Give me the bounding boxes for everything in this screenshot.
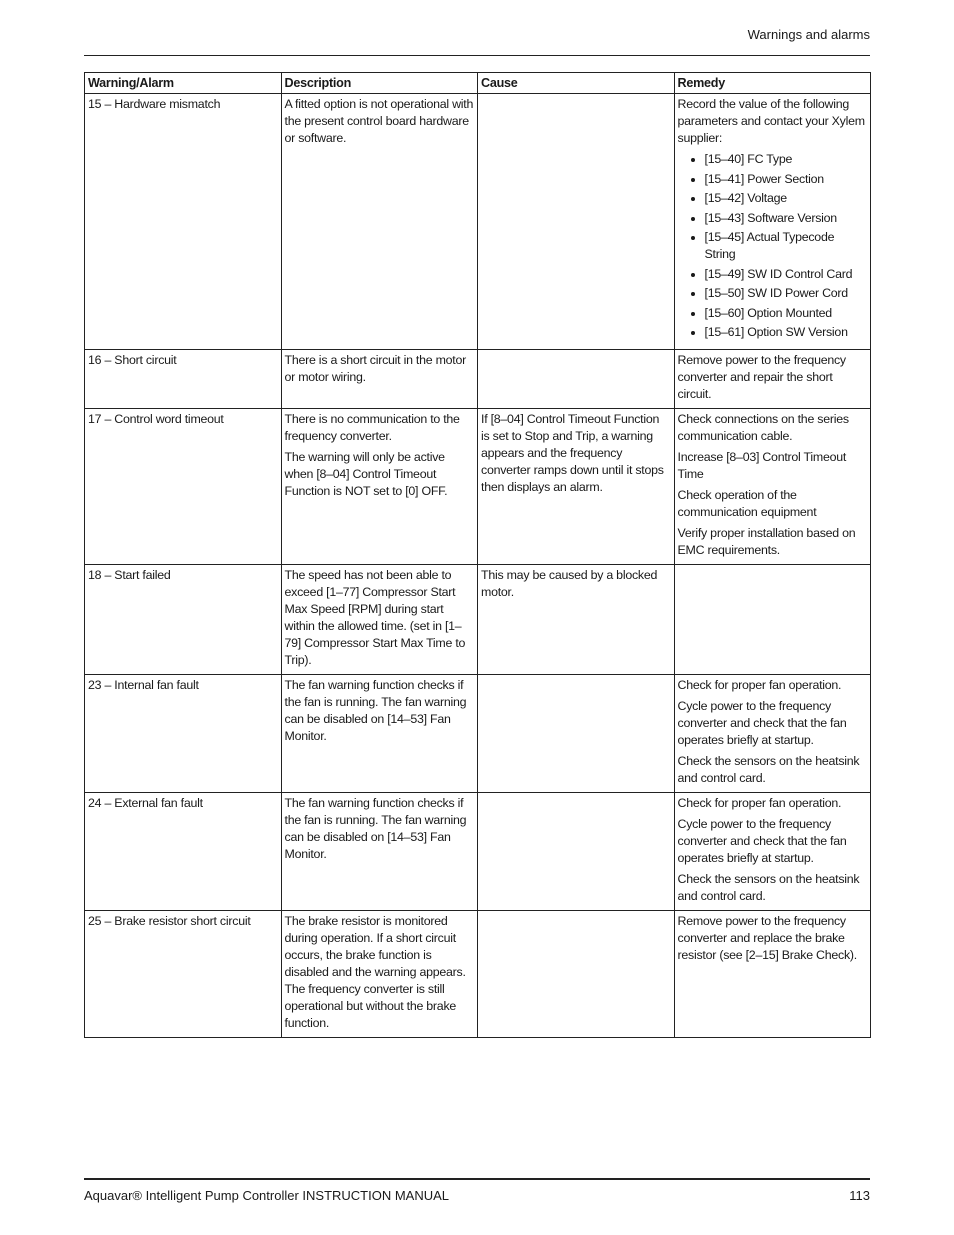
parameter-list-item: • [15–45] Actual Typecode String — [705, 229, 868, 263]
description-paragraph: The fan warning function checks if the fan is running. The fan warning can be disabled on [14–53] Fan Monitor. — [284, 795, 467, 861]
remedy-paragraph: Remove power to the frequency converter and replace the brake resistor (see [2–15] Brake Check). — [677, 913, 858, 962]
description-paragraph: The warning will only be active when [8–04] Control Timeout Function is NOT set to [0] OFF. — [284, 449, 448, 498]
remedy-paragraph: Check for proper fan operation. — [677, 677, 842, 692]
table-row — [85, 349, 871, 408]
cell-cause — [478, 674, 675, 792]
parameter-list-item: • [15–61] Option SW Version — [705, 324, 868, 341]
description-paragraph: A fitted option is not operational with the present control board hardware or software. — [284, 97, 474, 145]
column-header-cause: Cause — [478, 73, 675, 94]
page-number: 113 — [849, 1188, 870, 1203]
cell-remedy — [674, 94, 871, 350]
cell-warning-alarm: 18 – Start failed — [85, 564, 282, 674]
column-header-description: Description — [281, 73, 478, 94]
cell-cause — [478, 408, 675, 564]
cause-paragraph: This may be caused by a blocked motor. — [481, 567, 658, 599]
remedy-paragraph: Check operation of the communication equipment — [677, 487, 817, 519]
cell-cause — [478, 349, 675, 408]
table-row — [85, 94, 871, 350]
cell-cause — [478, 564, 675, 674]
warnings-alarms-table — [84, 72, 871, 1038]
footer-divider — [84, 1178, 870, 1180]
cell-description — [281, 674, 478, 792]
cell-warning-alarm: 15 – Hardware mismatch — [85, 94, 282, 350]
parameter-list-item: • [15–60] Option Mounted — [705, 305, 868, 322]
table-row — [85, 408, 871, 564]
parameter-list — [678, 151, 868, 341]
parameter-list-item: • [15–50] SW ID Power Cord — [705, 285, 868, 302]
cell-description — [281, 792, 478, 910]
cell-remedy — [674, 792, 871, 910]
remedy-paragraph: Check the sensors on the heatsink and control card. — [677, 753, 860, 785]
cell-description — [281, 564, 478, 674]
remedy-paragraph: Check the sensors on the heatsink and control card. — [677, 871, 860, 903]
description-paragraph: The speed has not been able to exceed [1–77] Compressor Start Max Speed [RPM] during start within the allowed time. (set in [1–79] Compressor Start Max Time to Trip). — [284, 567, 466, 667]
manual-title: Aquavar® Intelligent Pump Controller INSTRUCTION MANUAL — [84, 1188, 450, 1203]
cell-remedy — [674, 408, 871, 564]
cell-warning-alarm: 24 – External fan fault — [85, 792, 282, 910]
remedy-paragraph: Check for proper fan operation. — [677, 795, 842, 810]
header-divider — [84, 55, 870, 56]
parameter-list-item: • [15–49] SW ID Control Card — [705, 266, 868, 283]
parameter-list-item: • [15–42] Voltage — [705, 190, 868, 207]
cell-warning-alarm: 16 – Short circuit — [85, 349, 282, 408]
cell-cause — [478, 910, 675, 1037]
remedy-paragraph: Record the value of the following parameters and contact your Xylem supplier: — [677, 97, 865, 145]
table-row — [85, 792, 871, 910]
remedy-paragraph: Verify proper installation based on EMC requirements. — [677, 525, 856, 557]
cell-warning-alarm: 23 – Internal fan fault — [85, 674, 282, 792]
table-header-row — [85, 73, 871, 94]
description-paragraph: The brake resistor is monitored during operation. If a short circuit occurs, the brake function is disabled and the warning appears. The frequency converter is still operational but without the brake function. — [284, 913, 466, 1030]
parameter-list-item: • [15–40] FC Type — [705, 151, 868, 168]
remedy-paragraph: Remove power to the frequency converter and repair the short circuit. — [677, 352, 846, 401]
description-paragraph: The fan warning function checks if the fan is running. The fan warning can be disabled on [14–53] Fan Monitor. — [284, 677, 467, 743]
table-row — [85, 564, 871, 674]
running-header: Warnings and alarms — [747, 27, 870, 42]
table-row — [85, 910, 871, 1037]
cell-remedy — [674, 564, 871, 674]
cell-remedy — [674, 674, 871, 792]
cell-cause — [478, 792, 675, 910]
table-body — [85, 94, 871, 1038]
cell-remedy — [674, 349, 871, 408]
description-paragraph: There is a short circuit in the motor or motor wiring. — [284, 352, 466, 384]
cause-paragraph: If [8–04] Control Timeout Function is set to Stop and Trip, a warning appears and the frequency converter ramps down until it stops then displays an alarm. — [481, 411, 664, 494]
parameter-list-item: • [15–41] Power Section — [705, 171, 868, 188]
description-paragraph: There is no communication to the frequency converter. — [284, 411, 460, 443]
remedy-paragraph: Cycle power to the frequency converter and check that the fan operates briefly at startup. — [677, 816, 847, 865]
cell-description — [281, 910, 478, 1037]
cell-warning-alarm: 25 – Brake resistor short circuit — [85, 910, 282, 1037]
cell-cause — [478, 94, 675, 350]
column-header-warning-alarm: Warning/Alarm — [85, 73, 282, 94]
remedy-paragraph: Cycle power to the frequency converter and check that the fan operates briefly at startup. — [677, 698, 847, 747]
parameter-list-item: • [15–43] Software Version — [705, 210, 868, 227]
cell-description — [281, 94, 478, 350]
cell-remedy — [674, 910, 871, 1037]
remedy-paragraph: Check connections on the series communication cable. — [677, 411, 849, 443]
cell-description — [281, 349, 478, 408]
cell-description — [281, 408, 478, 564]
remedy-paragraph: Increase [8–03] Control Timeout Time — [677, 449, 847, 481]
table-row — [85, 674, 871, 792]
column-header-remedy: Remedy — [674, 73, 871, 94]
cell-warning-alarm: 17 – Control word timeout — [85, 408, 282, 564]
